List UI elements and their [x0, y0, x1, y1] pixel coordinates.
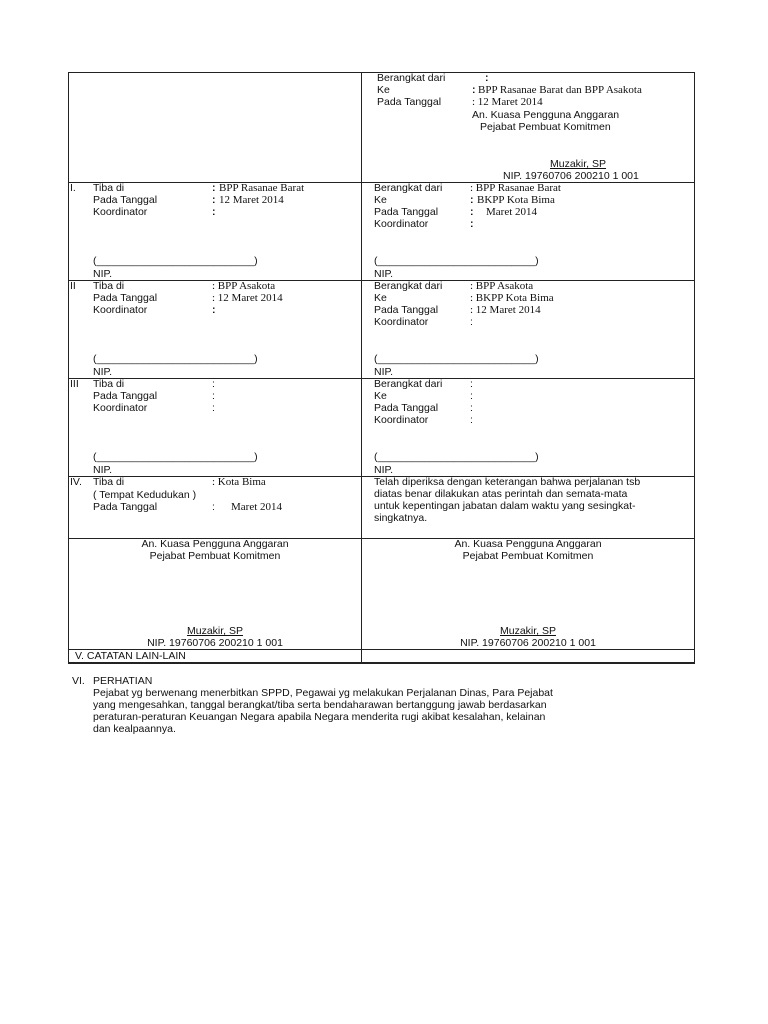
- row-3-tanggal-colon: :: [212, 390, 215, 402]
- row-3-berangkat-colon: :: [470, 378, 473, 390]
- perhatian-line: yang mengesahkan, tanggal berangkat/tiba serta bendaharawan bertanggung jawab berdasarkan: [93, 699, 547, 711]
- table-border-left: [68, 72, 69, 664]
- row-1-tanggal-colon: :: [212, 194, 216, 206]
- row-2-berangkat-value: : BPP Asakota: [470, 280, 534, 292]
- bottom-right-sign-name: [362, 625, 694, 637]
- bottom-left-sign-line1: An. Kuasa Pengguna Anggaran: [141, 538, 289, 550]
- perhatian-line: dan kealpaannya.: [93, 723, 176, 735]
- top-sign-name: Muzakir, SP: [550, 158, 607, 170]
- row-2-right-tanggal-label: Pada Tanggal: [374, 304, 439, 316]
- row-2-berangkat-label: Berangkat dari: [374, 280, 443, 292]
- row-1-tiba-value: BPP Rasanae Barat: [219, 182, 305, 194]
- row-1-right-koord-label: Koordinator: [374, 218, 429, 230]
- row-3-berangkat-label: Berangkat dari: [374, 378, 443, 390]
- row-2-number: II: [70, 280, 76, 292]
- top-sign-line2: Pejabat Pembuat Komitmen: [480, 121, 611, 133]
- row-3-right-koord-colon: :: [470, 414, 473, 426]
- row-3-number: III: [70, 378, 79, 390]
- top-ke-colon: :: [472, 84, 476, 96]
- row-2-right-signature-line: (___________________________): [374, 353, 539, 365]
- row-1-right-tanggal-value: Maret 2014: [486, 206, 538, 218]
- row-4-tanggal-label: Pada Tanggal: [93, 501, 158, 513]
- row-4-tanggal-colon: :: [212, 501, 215, 513]
- row-1-koord-colon: :: [212, 206, 216, 218]
- row-1-left-signature-line: (___________________________): [93, 255, 258, 267]
- perhatian-line: Pejabat yg berwenang menerbitkan SPPD, Pegawai yg melakukan Perjalanan Dinas, Para Pejabat: [93, 687, 553, 699]
- bottom-left-sign-nip: NIP. 19760706 200210 1 001: [147, 637, 283, 649]
- row-1-right-tanggal-colon: :: [470, 206, 474, 218]
- top-tanggal-label: Pada Tanggal: [377, 96, 442, 108]
- row-4-statement-line: untuk kepentingan jabatan dalam waktu yang sesingkat-: [374, 500, 636, 512]
- row-3-right-nip: NIP.: [374, 464, 394, 476]
- row-2-tanggal-value: : 12 Maret 2014: [212, 292, 283, 304]
- catatan-lain-lain: V. CATATAN LAIN-LAIN: [75, 650, 186, 662]
- row-1-tanggal-label: Pada Tanggal: [93, 194, 158, 206]
- row-3-koord-label: Koordinator: [93, 402, 148, 414]
- row-2-tiba-label: Tiba di: [93, 280, 125, 292]
- row-1-ke-label: Ke: [374, 194, 387, 206]
- row-2-tanggal-label: Pada Tanggal: [93, 292, 158, 304]
- row-2-right-nip: NIP.: [374, 366, 394, 378]
- row-1-right-signature-line: (___________________________): [374, 255, 539, 267]
- perhatian-line: peraturan-peraturan Keuangan Negara apabila Negara menderita rugi akibat kesalahan, kelainan: [93, 711, 546, 723]
- row-4-tiba-label: Tiba di: [93, 476, 125, 488]
- row-4-tanggal-value: Maret 2014: [231, 501, 283, 513]
- row-3-left-nip: NIP.: [93, 464, 113, 476]
- row-3-right-koord-label: Koordinator: [374, 414, 429, 426]
- top-ke-label: Ke: [377, 84, 390, 96]
- row-2-koord-label: Koordinator: [93, 304, 148, 316]
- bottom-left-sign-line2: Pejabat Pembuat Komitmen: [149, 550, 281, 562]
- table-border-bottom: [68, 663, 695, 664]
- row-2-koord-colon: :: [212, 304, 216, 316]
- row-3-ke-label: Ke: [374, 390, 387, 402]
- row-3-right-tanggal-colon: :: [470, 402, 473, 414]
- row-3-right-signature-line: (___________________________): [374, 451, 539, 463]
- row-2-right-koord-label: Koordinator: [374, 316, 429, 328]
- bottom-left-sign-name-text: Muzakir, SP: [186, 625, 244, 637]
- row-3-tanggal-label: Pada Tanggal: [93, 390, 158, 402]
- top-ke-value: BPP Rasanae Barat dan BPP Asakota: [478, 84, 642, 96]
- row-1-tiba-label: Tiba di: [93, 182, 125, 194]
- row-1-koord-label: Koordinator: [93, 206, 148, 218]
- perhatian-title: PERHATIAN: [93, 675, 153, 687]
- bottom-right-sign-line1: An. Kuasa Pengguna Anggaran: [454, 538, 602, 550]
- row-3-left-signature-line: (___________________________): [93, 451, 258, 463]
- top-berangkat-value: :: [485, 72, 489, 84]
- row-1-tiba-colon: :: [212, 182, 216, 194]
- row-1-tanggal-value: 12 Maret 2014: [219, 194, 284, 206]
- row-4-tiba-value: : Kota Bima: [212, 476, 266, 488]
- row-4-statement-line: singkatnya.: [374, 512, 428, 524]
- bottom-left-sign-name: [69, 625, 361, 637]
- row-1-ke-colon: :: [470, 194, 474, 206]
- row-4-statement-line: Telah diperiksa dengan keterangan bahwa perjalanan tsb: [374, 476, 641, 488]
- row-2-right-koord-colon: :: [470, 316, 473, 328]
- top-tanggal-value: : 12 Maret 2014: [472, 96, 543, 108]
- row-1-number: I.: [70, 182, 76, 194]
- table-border-right: [694, 72, 695, 664]
- row-4-number: IV.: [70, 476, 82, 488]
- bottom-right-sign-name-text: Muzakir, SP: [499, 625, 557, 637]
- row-1-right-nip: NIP.: [374, 268, 394, 280]
- row-2-ke-value: : BKPP Kota Bima: [470, 292, 554, 304]
- row-4-kedudukan: ( Tempat Kedudukan ): [93, 489, 197, 501]
- row-3-ke-colon: :: [470, 390, 473, 402]
- row-2-right-tanggal-value: : 12 Maret 2014: [470, 304, 541, 316]
- row-1-right-koord-colon: :: [470, 218, 474, 230]
- row-3-tiba-colon: :: [212, 378, 215, 390]
- row-1-berangkat-label: Berangkat dari: [374, 182, 443, 194]
- row-2-left-signature-line: (___________________________): [93, 353, 258, 365]
- top-berangkat-label: Berangkat dari: [377, 72, 446, 84]
- top-sign-nip: NIP. 19760706 200210 1 001: [503, 170, 639, 182]
- top-sign-line1: An. Kuasa Pengguna Anggaran: [472, 109, 620, 121]
- row-3-tiba-label: Tiba di: [93, 378, 125, 390]
- row-1-left-nip: NIP.: [93, 268, 113, 280]
- row-3-right-tanggal-label: Pada Tanggal: [374, 402, 439, 414]
- row-1-berangkat-value: : BPP Rasanae Barat: [470, 182, 561, 194]
- row-3-koord-colon: :: [212, 402, 215, 414]
- row-1-ke-value: BKPP Kota Bima: [477, 194, 555, 206]
- row-2-tiba-value: : BPP Asakota: [212, 280, 276, 292]
- row-2-ke-label: Ke: [374, 292, 387, 304]
- row-1-right-tanggal-label: Pada Tanggal: [374, 206, 439, 218]
- bottom-right-sign-nip: NIP. 19760706 200210 1 001: [460, 637, 596, 649]
- row-4-statement-line: diatas benar dilakukan atas perintah dan semata-mata: [374, 488, 628, 500]
- perhatian-number: VI.: [72, 675, 85, 687]
- bottom-right-sign-line2: Pejabat Pembuat Komitmen: [462, 550, 594, 562]
- row-2-left-nip: NIP.: [93, 366, 113, 378]
- table-divider-vertical: [361, 72, 362, 664]
